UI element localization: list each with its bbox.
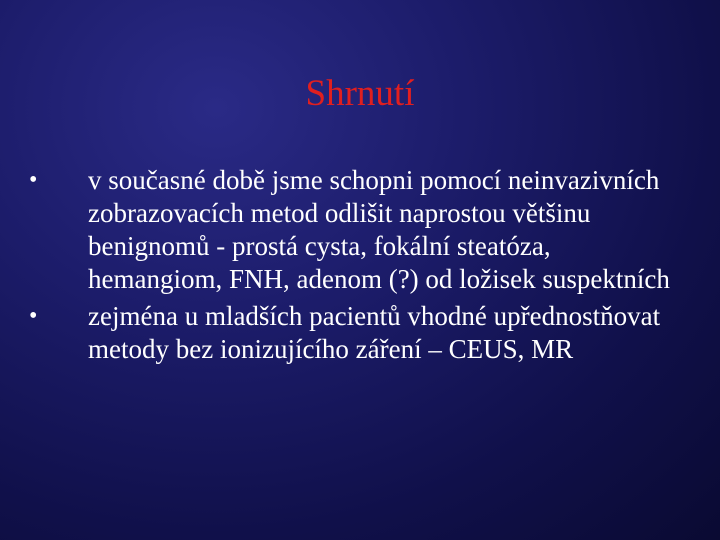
bullet-marker: • xyxy=(29,167,38,193)
bullet-text: zejména u mladších pacientů vhodné upřednostňovat metody bez ionizujícího záření – CEUS, MR xyxy=(88,301,661,364)
bullet-text: v současné době jsme schopni pomocí neinvazivních zobrazovacích metod odlišit naprostou většinu benignomů - prostá cysta, fokální steatóza, hemangiom, FNH, adenom (?) od ložisek suspektních xyxy=(88,165,670,294)
slide-title: Shrnutí xyxy=(305,73,415,114)
bullet-list xyxy=(0,164,720,370)
bullet-item xyxy=(0,300,720,366)
bullet-item xyxy=(0,164,720,296)
bullet-marker: • xyxy=(29,303,38,329)
